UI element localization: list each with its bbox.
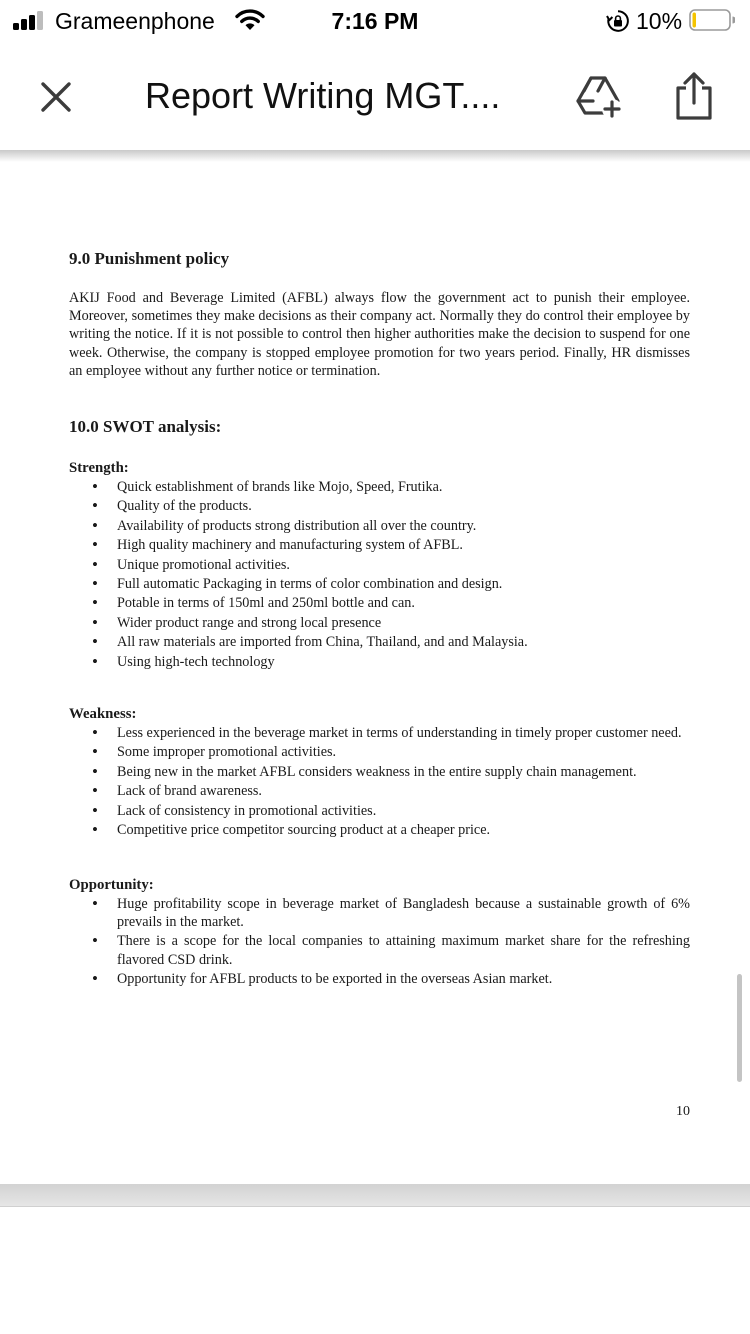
punishment-paragraph: AKIJ Food and Beverage Limited (AFBL) always flow the government act to punish their employee. Moreover, sometimes they make decisions as their company act. Normally they do control their employee by writing the notice. If it is not possible to control then higher authorities make the decision to suspend for one week. Otherwise, the company is stopped employee promotion for two years period. Finally, HR dismisses an employee without any further notice or termination. <box>69 290 690 379</box>
opportunity-item: • Huge profitability scope in beverage market of Bangladesh because a sustainable growth of 6% prevails in the market. <box>69 895 690 932</box>
strength-item: • Quick establishment of brands like Mojo, Speed, Frutika. <box>69 478 690 496</box>
weakness-item: • Competitive price competitor sourcing product at a cheaper price. <box>69 821 690 839</box>
header-shadow <box>0 150 750 162</box>
close-icon[interactable] <box>36 77 76 117</box>
page-separator <box>0 1184 750 1207</box>
strength-section <box>69 459 690 671</box>
weakness-item: • Less experienced in the beverage market in terms of understanding in timely proper customer need. <box>69 724 690 742</box>
weakness-title: Weakness: <box>69 706 137 723</box>
strength-item: • Potable in terms of 150ml and 250ml bottle and can. <box>69 594 690 612</box>
document-content <box>69 248 690 990</box>
add-to-drive-icon[interactable] <box>574 74 624 120</box>
rotation-lock-icon <box>606 9 630 33</box>
weakness-item: • Lack of brand awareness. <box>69 782 690 800</box>
strength-item: • Full automatic Packaging in terms of color combination and design. <box>69 575 690 593</box>
weakness-list <box>69 724 690 839</box>
battery-percent: 10% <box>636 8 683 34</box>
weakness-item: • Some improper promotional activities. <box>69 743 690 761</box>
strength-item: • Using high-tech technology <box>69 653 690 671</box>
share-icon[interactable] <box>672 70 716 122</box>
strength-item: • High quality machinery and manufacturing system of AFBL. <box>69 536 690 554</box>
document-title: Report Writing MGT.... <box>145 75 501 116</box>
status-bar <box>0 0 750 40</box>
weakness-item: • Lack of consistency in promotional activities. <box>69 802 690 820</box>
page-number: 10 <box>676 1104 690 1119</box>
strength-list <box>69 478 690 671</box>
app-header <box>0 40 750 152</box>
strength-item: • Quality of the products. <box>69 497 690 515</box>
status-time: 7:16 PM <box>331 8 419 34</box>
weakness-item: • Being new in the market AFBL considers weakness in the entire supply chain management. <box>69 763 690 781</box>
strength-item: • Wider product range and strong local presence <box>69 614 690 632</box>
document-page[interactable] <box>0 162 750 1182</box>
carrier-name: Grameenphone <box>55 8 215 34</box>
opportunity-section <box>69 876 690 989</box>
opportunity-item: • Opportunity for AFBL products to be exported in the overseas Asian market. <box>69 970 690 988</box>
next-page-preview[interactable] <box>0 1207 750 1334</box>
opportunity-item: • There is a scope for the local companies to attaining maximum market share for the refreshing flavored CSD drink. <box>69 932 690 969</box>
battery-icon <box>689 9 735 31</box>
strength-item: • Unique promotional activities. <box>69 556 690 574</box>
strength-item: • All raw materials are imported from China, Thailand, and and Malaysia. <box>69 633 690 651</box>
swot-heading: 10.0 SWOT analysis: <box>69 417 222 437</box>
opportunity-title: Opportunity: <box>69 876 154 893</box>
weakness-section <box>69 705 690 839</box>
strength-item: • Availability of products strong distribution all over the country. <box>69 517 690 535</box>
strength-title: Strength: <box>69 460 129 477</box>
scrollbar-thumb[interactable] <box>737 974 742 1082</box>
opportunity-list <box>69 895 690 989</box>
punishment-heading: 9.0 Punishment policy <box>69 249 230 268</box>
